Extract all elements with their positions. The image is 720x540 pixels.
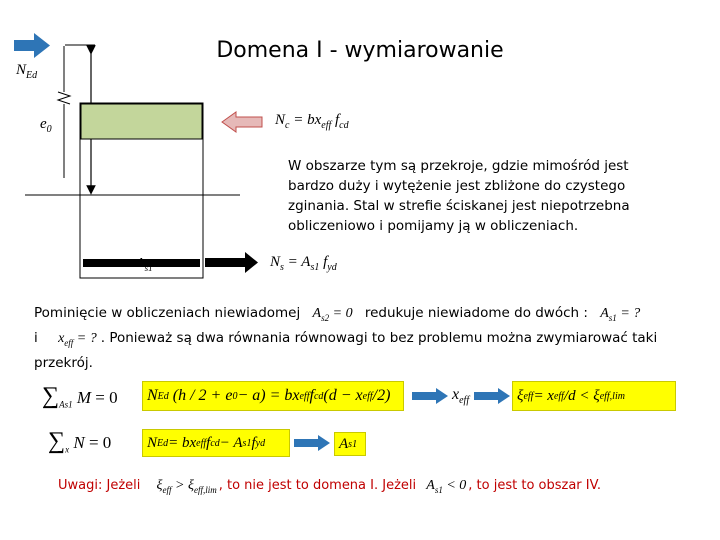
xeff-unknown: $x_{eff}$ = ? — [58, 330, 97, 348]
note-middle: , to nie jest to domena I. Jeżeli — [218, 478, 417, 493]
paragraph-part3: i — [34, 329, 38, 346]
warning-note — [58, 478, 708, 495]
paragraph-part4: . Ponieważ są dwa równania równowagi to bez problemu można zwymiarować taki przekrój. — [34, 329, 658, 371]
note-prefix: Uwagi: Jeżeli — [58, 478, 141, 493]
as1-label: $A_{s1}$ — [136, 256, 153, 273]
e0-label: $e_0$ — [40, 116, 52, 135]
sum-moment-label: $\sum_{As1}$ M = 0 — [42, 383, 118, 410]
nc-arrow-icon — [222, 112, 262, 132]
sum-force-label: $\sum_x$ N = 0 — [48, 428, 112, 455]
as2-zero: $A_{s2} = 0$ — [312, 306, 353, 323]
limit-check-box: ξ eff = x eff /d < ξ eff,lim — [512, 381, 676, 411]
paragraph-part2: redukuje niewiadome do dwóch : — [364, 305, 588, 321]
ned-label: $N_{Ed}$ — [16, 62, 38, 81]
arrow-right-icon — [412, 388, 448, 404]
as1-result-box: A s1 — [334, 432, 366, 456]
as1-unknown: $A_{s1}$ = ? — [600, 306, 641, 323]
moment-equation-box: N Ed (h / 2 + e 0 − a) = bx eff f cd (d − x eff /2) — [142, 381, 404, 411]
reduction-paragraph — [34, 303, 694, 373]
nc-formula: $N_c = bx_{eff}$ $f_{cd}$ — [275, 112, 349, 131]
ns-arrow-icon — [205, 252, 258, 273]
note-condition-2: $A_{s1} < 0$ — [426, 478, 467, 495]
page-title: Domena I - wymiarowanie — [216, 38, 504, 63]
break-symbol — [58, 92, 70, 104]
arrow-right-icon — [294, 435, 330, 451]
note-condition-1: $\xi_{eff} > \xi_{eff,lim}$ — [156, 478, 217, 495]
arrow-right-icon — [474, 388, 510, 404]
compression-zone — [81, 104, 202, 139]
ned-arrow-icon — [14, 33, 50, 58]
xeff-result: $x_{eff}$ — [452, 386, 470, 407]
ns-formula: $N_s = A_{s1}$ $f_{yd}$ — [270, 254, 337, 273]
paragraph-part1: Pominięcie w obliczeniach niewiadomej — [34, 305, 301, 321]
note-suffix: , to jest to obszar IV. — [468, 478, 601, 493]
description-text: W obszarze tym są przekroje, gdzie mimośród jest bardzo duży i wytężenie jest zbliżone do czystego zginania. Stal w strefie ściskanej jest niepotrzebna obliczeniowo i pomijamy ją w obliczeniach. — [288, 158, 630, 234]
force-equation-box: N Ed = bx eff f cd − A s1 f yd — [142, 429, 290, 457]
